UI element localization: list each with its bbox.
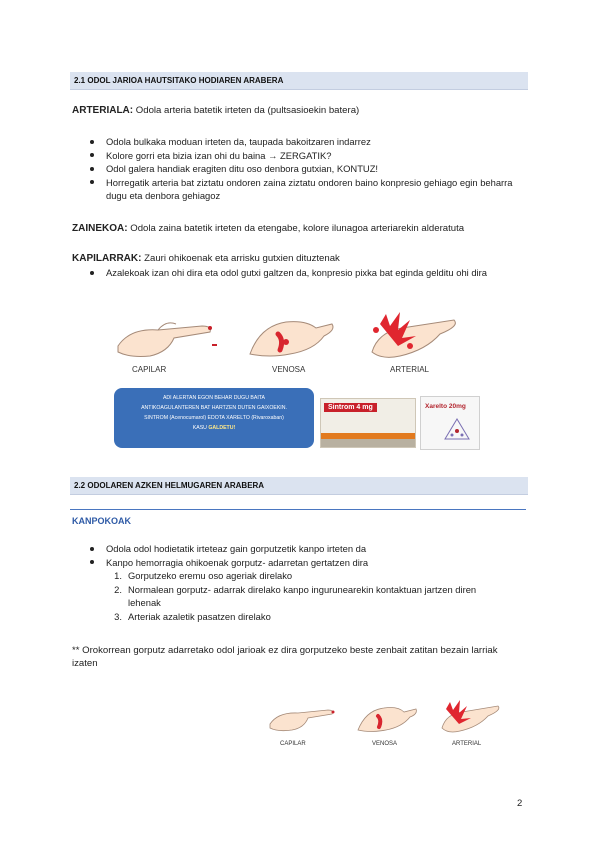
venosa-hand-icon — [250, 322, 333, 356]
warning-line-3: SINTROM (Acenocumarol) EDOTA XARELTO (Rivaroxaban) — [144, 415, 284, 421]
kanpokoak-heading: KANPOKOAK — [72, 516, 132, 526]
sintrom-package-image — [320, 398, 416, 448]
kapilarrak-term: KAPILARRAK: — [72, 253, 142, 264]
venosa-label-small: VENOSA — [372, 741, 398, 747]
warning-line-2: ANTIKOAGULANTEREN BAT HARTZEN DUTEN GAIXOEKIN. — [141, 405, 287, 411]
sintrom-label: Sintrom 4 mg — [324, 403, 377, 412]
sintrom-stripe-base — [321, 439, 415, 447]
list-item: Horregatik arteria bat ziztatu ondoren zaina ziztatu ondoren baino konpresio gehiago egin beharra dugu eta denbora gehiagoz — [86, 176, 526, 203]
section-heading-1: 2.1 ODOL JARIOA HAUTSITAKO HODIAREN ARABERA — [70, 72, 528, 90]
list-item — [106, 610, 506, 624]
xarelto-package-image — [420, 396, 480, 450]
arteriala-term: ARTERIALA: — [72, 105, 134, 116]
list-number: 1. — [114, 570, 122, 581]
warning-line-4-emph: GALDETU! — [208, 425, 236, 431]
kapilarrak-bullets — [86, 266, 526, 280]
list-item: Odola bulkaka moduan irteten da, taupada bakoitzaren indarrez — [86, 135, 526, 149]
list-item — [106, 583, 506, 610]
arteriala-paragraph — [72, 104, 359, 117]
venosa-hand-small-icon — [358, 708, 416, 732]
xarelto-label: Xarelto 20mg — [425, 403, 466, 410]
zainekoa-paragraph — [72, 222, 464, 235]
anticoagulant-warning-box — [114, 388, 314, 448]
capilar-hand-small-icon — [270, 710, 335, 731]
list-text: Arteriak azaletik pasatzen direlako — [128, 610, 271, 622]
kanpokoak-note: ** Orokorrean gorputz adarretako odol jarioak ez dira gorputzeko beste zenbait zatitan bezain larriak izaten — [72, 645, 498, 669]
arteriala-bullets — [86, 135, 526, 203]
arterial-label-small: ARTERIAL — [452, 741, 482, 747]
arterial-hand-small-icon — [442, 700, 499, 732]
warning-line-4-prefix: KASU — [192, 425, 209, 431]
list-item: Azalekoak izan ohi dira eta odol gutxi galtzen da, konpresio pixka bat eginda gelditu ohi dira — [86, 266, 526, 280]
warning-line-4 — [114, 423, 314, 433]
list-item: Odola odol hodietatik irteteaz gain gorputzetik kanpo irteten da — [86, 542, 526, 556]
kanpokoak-bullets — [86, 542, 526, 569]
venosa-label: VENOSA — [272, 365, 306, 374]
list-number: 3. — [114, 610, 122, 622]
capilar-label-small: CAPILAR — [280, 741, 306, 747]
list-text: Normalean gorputz- adarrak direlako kanpo ingurunearekin kontaktuan jartzen diren lehenak — [128, 583, 477, 608]
capilar-hand-icon — [118, 323, 217, 357]
section-heading-2: 2.2 ODOLAREN AZKEN HELMUGAREN ARABERA — [70, 477, 528, 495]
list-number: 2. — [114, 583, 122, 595]
xarelto-logo-icon — [443, 417, 471, 441]
bleeding-types-illustration-small — [266, 696, 502, 748]
arterial-label: ARTERIAL — [390, 365, 429, 374]
kanpokoak-divider — [70, 509, 526, 510]
kapilarrak-paragraph — [72, 252, 340, 265]
list-item: Kanpo hemorragia ohikoenak gorputz- adarretan gertatzen dira — [86, 556, 526, 570]
warning-line-1: ADI ALERTAN EGON BEHAR DUGU BAITA — [162, 395, 266, 401]
capilar-label: CAPILAR — [132, 365, 167, 374]
kapilarrak-text: Zauri ohikoenak eta arrisku gutxien dituztenak — [141, 253, 340, 264]
zainekoa-text: Odola zaina batetik irteten da etengabe, kolore ilunagoa arteriarekin alderatuta — [127, 223, 465, 234]
arteriala-text: Odola arteria batetik irteten da (pultsasioekin batera) — [133, 105, 360, 116]
arterial-hand-icon — [372, 312, 455, 357]
list-item: Odol galera handiak eragiten ditu oso denbora gutxian, KONTUZ! — [86, 162, 526, 176]
list-item — [106, 569, 506, 583]
bleeding-types-illustration — [110, 306, 460, 376]
page-number: 2 — [517, 798, 523, 809]
list-text: Gorputzeko eremu oso ageriak direlako — [128, 570, 293, 581]
zainekoa-term: ZAINEKOA: — [72, 223, 128, 234]
list-item: Kolore gorri eta bizia izan ohi du baina → ZERGATIK? — [86, 149, 526, 163]
kanpokoak-numbered-list — [106, 569, 506, 623]
